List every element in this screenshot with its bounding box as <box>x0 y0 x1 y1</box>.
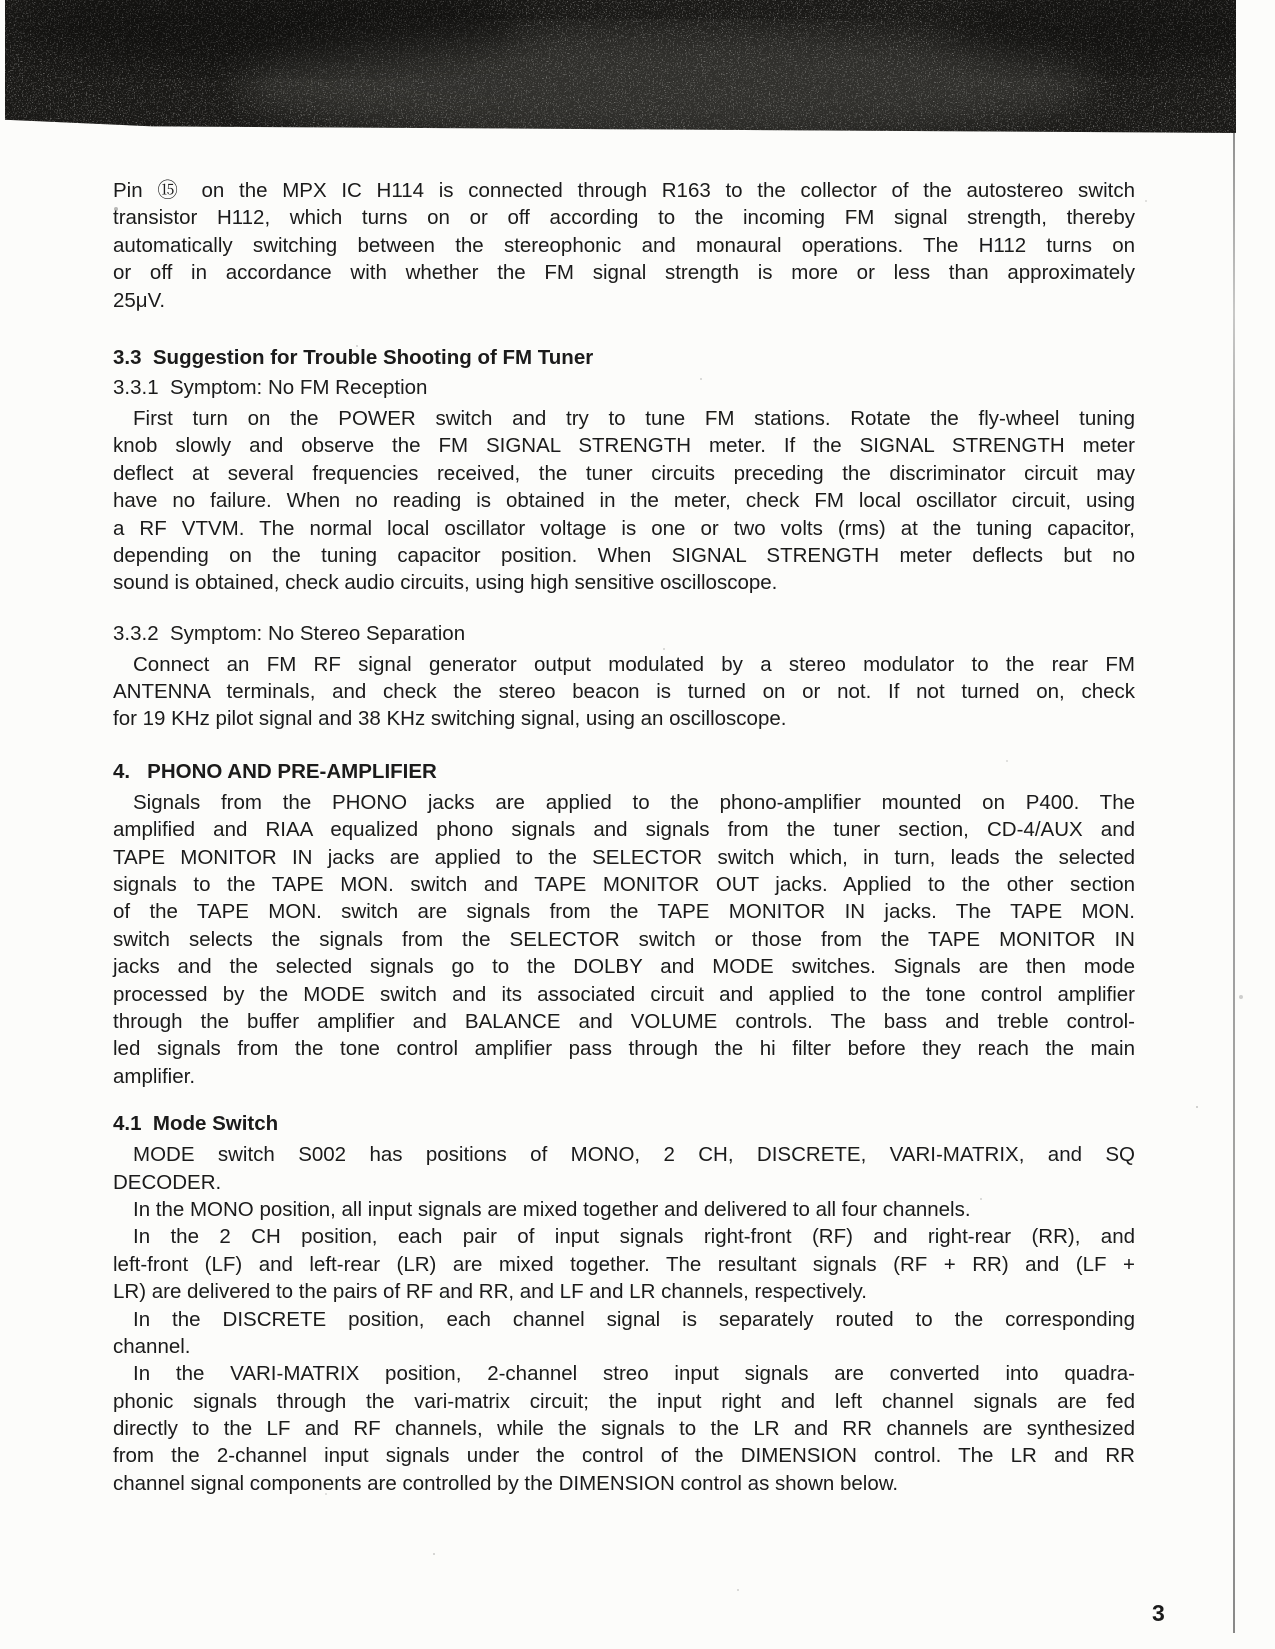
text-line: jacks and the selected signals go to the DOLBY and MODE switches. Signals are then mode <box>113 955 1135 979</box>
text-line: LR) are delivered to the pairs of RF and RR, and LF and LR channels, respectively. <box>113 1280 867 1304</box>
text-line: transistor H112, which turns on or off according to the incoming FM signal strength, thereby <box>113 206 1135 230</box>
paragraph <box>113 1306 1135 1361</box>
text-line: amplifier. <box>113 1064 196 1088</box>
text-line: automatically switching between the stereophonic and monaural operations. The H112 turns on <box>113 233 1135 257</box>
text-line: from the 2-channel input signals under the control of the DIMENSION control. The LR and RR <box>113 1444 1135 1468</box>
text-line: phonic signals through the vari-matrix circuit; the input right and left channel signals are fed <box>113 1389 1135 1413</box>
text-line: switch selects the signals from the SELECTOR switch or those from the TAPE MONITOR IN <box>113 927 1135 951</box>
text-line: In the MONO position, all input signals are mixed together and delivered to all four channels. <box>133 1197 971 1221</box>
text-line: Pin ⑮ on the MPX IC H114 is connected through R163 to the collector of the autostereo switch <box>113 179 1135 202</box>
text-line: In the 2 CH position, each pair of input signals right-front (RF) and right-rear (RR), and <box>133 1225 1135 1249</box>
text-line: TAPE MONITOR IN jacks are applied to the SELECTOR switch which, in turn, leads the selected <box>113 845 1135 869</box>
page-number: 3 <box>1152 1600 1166 1626</box>
header-scan-band <box>5 0 1236 133</box>
page-edge-line <box>1233 133 1235 1633</box>
text-line: ANTENNA terminals, and check the stereo beacon is turned on or not. If not turned on, check <box>113 680 1135 704</box>
paragraph <box>113 651 1135 733</box>
text-line: depending on the tuning capacitor position. When SIGNAL STRENGTH meter deflects but no <box>113 543 1135 567</box>
text-line: DECODER. <box>113 1170 222 1194</box>
section-heading: 3.3.2 Symptom: No Stereo Separation <box>113 621 466 645</box>
text-line: a RF VTVM. The normal local oscillator voltage is one or two volts (rms) at the tuning capacitor, <box>113 516 1135 540</box>
section-heading: 4. PHONO AND PRE-AMPLIFIER <box>113 759 437 783</box>
text-line: processed by the MODE switch and its associated circuit and applied to the tone control amplifier <box>113 982 1135 1006</box>
text-line: Signals from the PHONO jacks are applied to the phono-amplifier mounted on P400. The <box>133 790 1135 814</box>
text-line: In the DISCRETE position, each channel signal is separately routed to the corresponding <box>133 1307 1135 1331</box>
text-line: directly to the LF and RF channels, while the signals to the LR and RR channels are synthesized <box>113 1417 1135 1441</box>
text-line: or off in accordance with whether the FM signal strength is more or less than approximately <box>113 261 1135 285</box>
text-line: signals to the TAPE MON. switch and TAPE MONITOR OUT jacks. Applied to the other section <box>113 873 1135 897</box>
text-line: knob slowly and observe the FM SIGNAL STRENGTH meter. If the SIGNAL STRENGTH meter <box>113 434 1135 458</box>
text-line: through the buffer amplifier and BALANCE and VOLUME controls. The bass and treble control- <box>113 1009 1135 1033</box>
text-line: left-front (LF) and left-rear (LR) are mixed together. The resultant signals (RF + RR) and (LF + <box>113 1252 1135 1276</box>
scan-specks <box>0 0 2 2</box>
paragraph <box>113 1141 1135 1196</box>
text-line: First turn on the POWER switch and try to tune FM stations. Rotate the fly-wheel tuning <box>133 406 1135 430</box>
paragraph <box>113 405 1135 597</box>
section-heading: 3.3 Suggestion for Trouble Shooting of FM Tuner <box>113 345 594 369</box>
text-line: channel. <box>113 1334 191 1358</box>
document-body <box>113 177 1135 1497</box>
text-line: for 19 KHz pilot signal and 38 KHz switching signal, using an oscilloscope. <box>113 707 787 731</box>
text-line: led signals from the tone control amplifier pass through the hi filter before they reach the main <box>113 1037 1135 1061</box>
section-heading: 4.1 Mode Switch <box>113 1112 279 1136</box>
text-line: amplified and RIAA equalized phono signals and signals from the tuner section, CD-4/AUX and <box>113 818 1135 842</box>
text-line: of the TAPE MON. switch are signals from the TAPE MONITOR IN jacks. The TAPE MON. <box>113 900 1135 924</box>
section-heading: 3.3.1 Symptom: No FM Reception <box>113 375 428 399</box>
text-line: 25μV. <box>113 288 166 312</box>
text-line: Connect an FM RF signal generator output modulated by a stereo modulator to the rear FM <box>133 652 1135 676</box>
paragraph <box>113 1360 1135 1497</box>
paragraph <box>113 789 1135 1090</box>
text-line: channel signal components are controlled by the DIMENSION control as shown below. <box>113 1471 899 1495</box>
text-line: In the VARI-MATRIX position, 2-channel streo input signals are converted into quadra- <box>133 1362 1135 1386</box>
scan-noise-texture <box>5 0 1236 133</box>
text-line: have no failure. When no reading is obtained in the meter, check FM local oscillator circuit, using <box>113 489 1135 513</box>
paragraph <box>113 1223 1135 1305</box>
text-line: deflect at several frequencies received, the tuner circuits preceding the discriminator circuit may <box>113 461 1135 485</box>
paragraph <box>113 1196 1135 1223</box>
text-line: MODE switch S002 has positions of MONO, 2 CH, DISCRETE, VARI-MATRIX, and SQ <box>133 1143 1135 1167</box>
paragraph <box>113 177 1135 314</box>
text-line: sound is obtained, check audio circuits, using high sensitive oscilloscope. <box>113 571 778 595</box>
